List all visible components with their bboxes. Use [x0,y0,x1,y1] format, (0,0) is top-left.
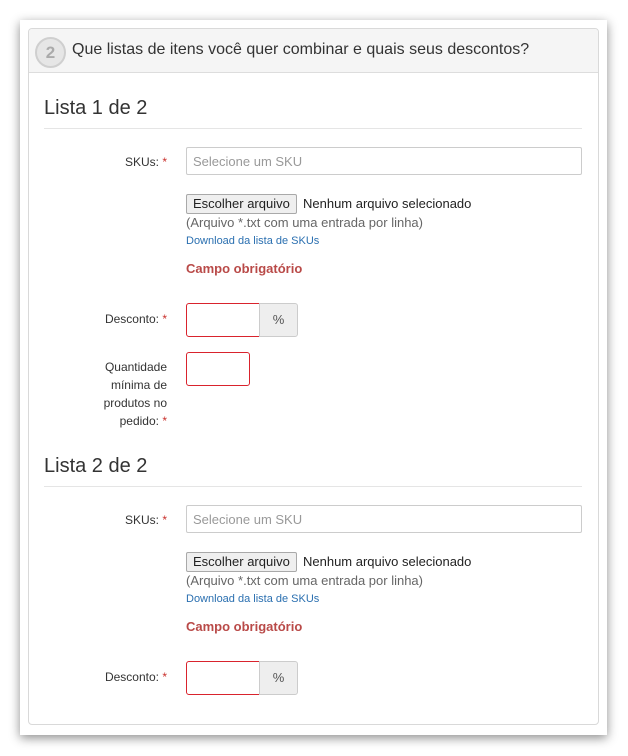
list-2-download-sku-link[interactable]: Download da lista de SKUs [186,593,320,605]
required-asterisk: * [162,312,167,326]
list-1-discount-input[interactable] [186,303,260,337]
list-1-file-status: Nenhum arquivo selecionado [303,196,472,211]
combine-lists-panel [28,28,599,725]
panel-title: Que listas de itens você quer combinar e quais seus descontos? [72,41,530,58]
list-2-file-hint: (Arquivo *.txt com uma entrada por linha) [186,573,423,588]
list-1-choose-file-button[interactable]: Escolher arquivo [186,194,297,214]
panel-header [29,29,598,73]
required-asterisk: * [162,414,167,428]
required-asterisk: * [162,155,167,169]
list-1-min-qty-label: Quantidade mínima de produtos no pedido: * [103,360,167,428]
required-asterisk: * [162,670,167,684]
dialog-frame [20,20,607,735]
list-2-sku-input[interactable] [186,505,582,533]
list-2-percent-addon: % [259,661,298,695]
list-2-title: Lista 2 de 2 [44,455,148,477]
list-1-sku-input[interactable] [186,147,582,175]
list-2-choose-file-button[interactable]: Escolher arquivo [186,552,297,572]
list-1-skus-label: SKUs: * [124,155,167,169]
list-2-file-status: Nenhum arquivo selecionado [303,554,472,569]
list-1-file-hint: (Arquivo *.txt com uma entrada por linha) [186,215,423,230]
list-1-min-qty-input[interactable] [186,352,250,386]
list-2-discount-label: Desconto: * [104,670,167,684]
list-1-percent-addon: % [259,303,298,337]
list-1-title: Lista 1 de 2 [44,97,148,119]
list-2-discount-input[interactable] [186,661,260,695]
list-1-divider [44,128,582,129]
list-1-discount-label: Desconto: * [104,312,167,326]
list-2-required-error: Campo obrigatório [186,619,303,634]
required-asterisk: * [162,513,167,527]
step-number-badge: 2 [35,37,66,68]
list-1-download-sku-link[interactable]: Download da lista de SKUs [186,235,320,247]
list-2-divider [44,486,582,487]
list-2-skus-label: SKUs: * [124,513,167,527]
list-1-required-error: Campo obrigatório [186,261,303,276]
